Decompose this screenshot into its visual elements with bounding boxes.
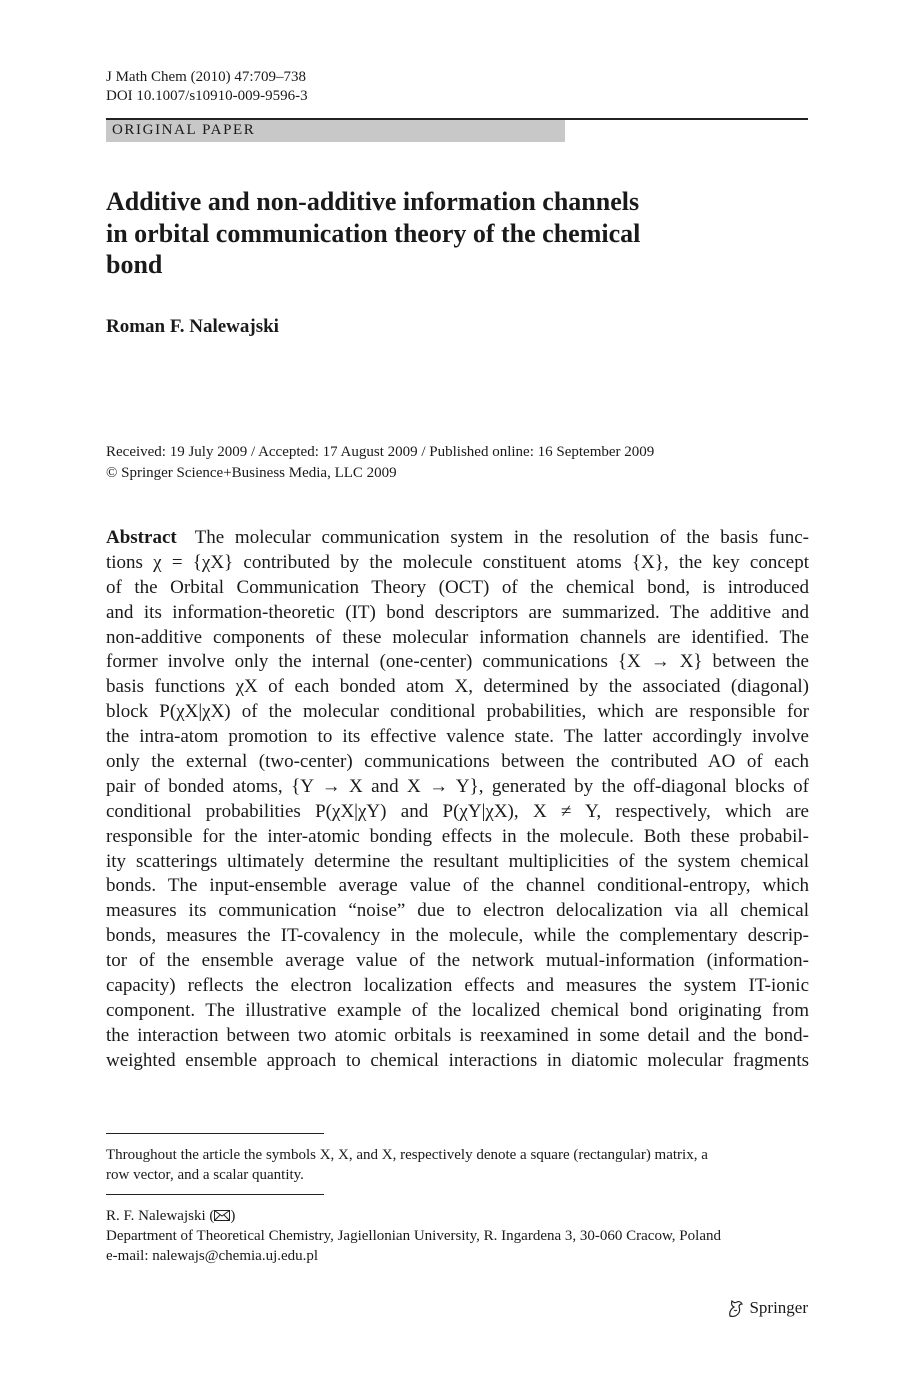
abstract-line: non-additive components of these molecular information channels are identified. The <box>106 626 809 648</box>
abstract-line: capacity) reflects the electron localization effects and measures the system IT-ionic <box>106 975 809 997</box>
abstract-label: Abstract <box>106 527 177 548</box>
abstract-line: responsible for the inter-atomic bonding effects in the molecule. Both these probabil- <box>106 825 809 847</box>
affiliation-rule <box>106 1194 324 1195</box>
abstract-line: bonds. The input-ensemble average value of the channel conditional-entropy, which <box>106 875 809 897</box>
abstract-line: former involve only the internal (one-center) communications {X → X} between the <box>106 651 809 673</box>
paper-title <box>106 186 706 281</box>
corresponding-author: R. F. Nalewajski ( ) <box>106 1208 236 1224</box>
title-line: Additive and non-additive information channels <box>106 187 640 216</box>
abstract-line: only the external (two-center) communications between the contributed AO of each <box>106 751 809 773</box>
publisher-name: Springer <box>749 1298 808 1317</box>
abstract-line: conditional probabilities P(χX|χY) and P(χY|χX), X ≠ Y, respectively, which are <box>106 800 809 822</box>
doi: DOI 10.1007/s10910-009-9596-3 <box>106 88 308 104</box>
abstract-line: and its information-theoretic (IT) bond descriptors are summarized. The additive and <box>106 601 809 623</box>
department: Department of Theoretical Chemistry, Jagiellonian University, R. Ingardena 3, 30-060 Cracow, Poland <box>106 1228 721 1244</box>
journal-citation: J Math Chem (2010) 47:709–738 <box>106 69 306 85</box>
date-history: Received: 19 July 2009 / Accepted: 17 August 2009 / Published online: 16 September 2009 <box>106 444 655 460</box>
abstract-line: pair of bonded atoms, {Y → X and X → Y}, generated by the off-diagonal blocks of <box>106 775 809 797</box>
email[interactable]: e-mail: nalewajs@chemia.uj.edu.pl <box>106 1248 319 1264</box>
abstract-line: the interaction between two atomic orbitals is reexamined in some detail and the bond- <box>106 1024 809 1046</box>
abstract-line: measures its communication “noise” due to electron delocalization via all chemical <box>106 900 809 922</box>
footnote-rule <box>106 1133 324 1134</box>
abstract-line: component. The illustrative example of the localized chemical bond originating from <box>106 999 809 1021</box>
publication-dates <box>106 442 654 484</box>
footnote-line: Throughout the article the symbols X, X, and X, respectively denote a square (rectangular) matrix, a <box>106 1147 708 1163</box>
publisher-logo <box>726 1298 808 1318</box>
author-name: Roman F. Nalewajski <box>106 316 279 337</box>
article-type-label: ORIGINAL PAPER <box>112 122 256 138</box>
abstract-line: bonds, measures the IT-covalency in the molecule, while the complementary descrip- <box>106 925 809 947</box>
abstract-line: tions χ = {χX} contributed by the molecule constituent atoms {X}, the key concept <box>106 551 809 573</box>
copyright: © Springer Science+Business Media, LLC 2009 <box>106 465 397 481</box>
abstract-line: weighted ensemble approach to chemical interactions in diatomic molecular fragments <box>106 1049 809 1071</box>
envelope-icon[interactable] <box>214 1210 230 1221</box>
abstract-line: basis functions χX of each bonded atom X, determined by the associated (diagonal) <box>106 676 809 698</box>
abstract <box>106 526 809 1074</box>
title-line: bond <box>106 250 163 279</box>
abstract-line: of the Orbital Communication Theory (OCT) of the chemical bond, is introduced <box>106 576 809 598</box>
abstract-line: Abstract The molecular communication system in the resolution of the basis func- <box>106 527 809 548</box>
footnote <box>106 1145 786 1185</box>
journal-info <box>106 68 308 106</box>
abstract-line: ity scatterings ultimately determine the resultant multiplicities of the system chemical <box>106 850 809 872</box>
abstract-line: block P(χX|χX) of the molecular conditional probabilities, which are responsible for <box>106 701 809 723</box>
author-affiliation <box>106 1206 806 1266</box>
abstract-line: the intra-atom promotion to its effective valence state. The latter accordingly involve <box>106 726 809 748</box>
footnote-line: row vector, and a scalar quantity. <box>106 1167 304 1183</box>
title-line: in orbital communication theory of the chemical <box>106 218 641 248</box>
springer-horse-icon <box>726 1298 744 1318</box>
abstract-line: tor of the ensemble average value of the network mutual-information (information- <box>106 950 809 972</box>
